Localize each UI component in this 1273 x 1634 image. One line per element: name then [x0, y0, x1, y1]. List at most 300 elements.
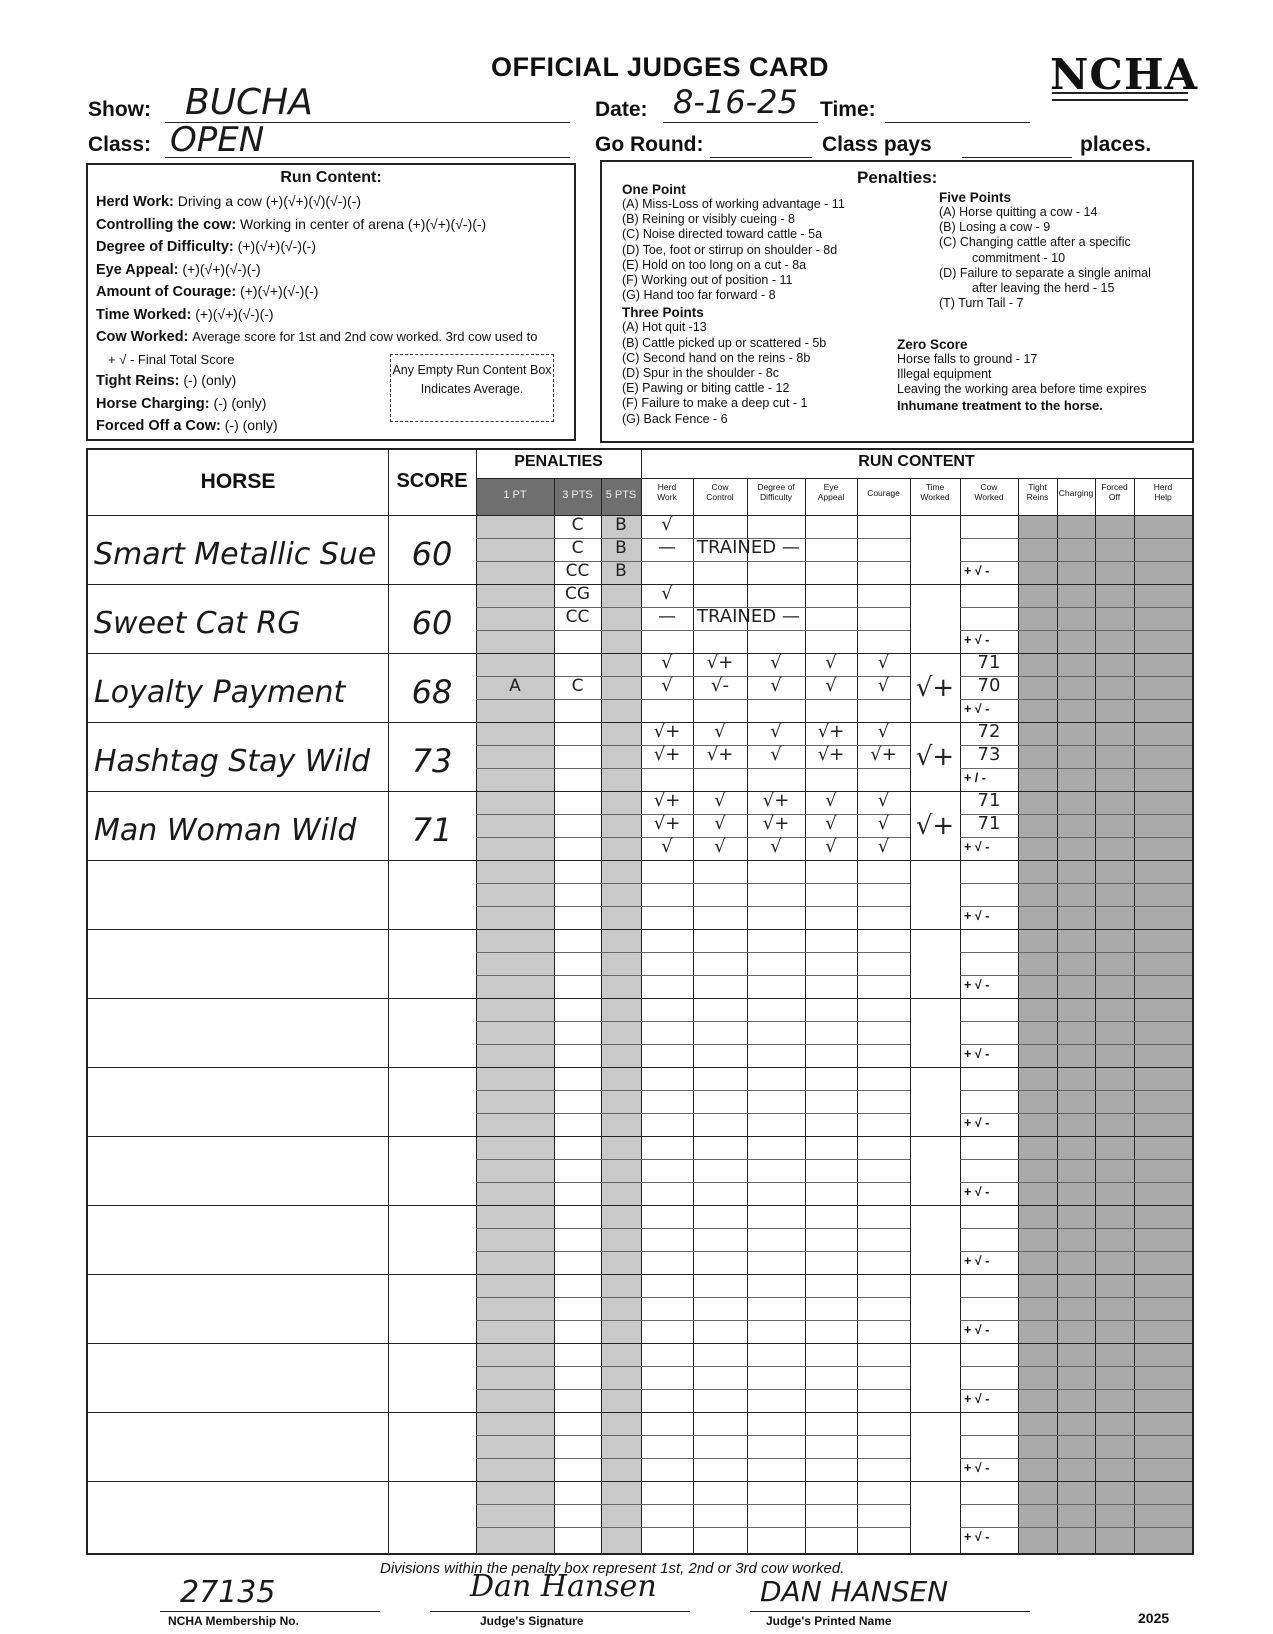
- cow-worked-score[interactable]: [960, 536, 1018, 559]
- run-content-mark[interactable]: √: [825, 813, 837, 834]
- penalty-mark[interactable]: [476, 629, 554, 652]
- run-content-mark[interactable]: [693, 1134, 747, 1157]
- run-content-mark[interactable]: √: [714, 813, 726, 834]
- penalty-mark[interactable]: [601, 606, 641, 629]
- cow-worked-score[interactable]: [960, 1157, 1018, 1180]
- run-content-mark[interactable]: TRAINED —: [697, 606, 800, 627]
- run-content-mark[interactable]: √: [714, 836, 726, 857]
- run-content-mark[interactable]: [857, 766, 910, 789]
- penalty-mark[interactable]: CC: [565, 607, 590, 627]
- run-content-mark[interactable]: [747, 973, 805, 996]
- penalty-mark[interactable]: [554, 813, 601, 836]
- class-pays-field[interactable]: [962, 125, 1072, 158]
- penalty-mark[interactable]: [601, 1411, 641, 1434]
- penalty-mark[interactable]: [476, 1457, 554, 1480]
- run-content-mark[interactable]: [805, 559, 857, 582]
- run-content-mark[interactable]: [693, 1065, 747, 1088]
- run-content-mark[interactable]: [857, 858, 910, 881]
- penalty-mark[interactable]: [601, 583, 641, 606]
- cow-worked-score[interactable]: [960, 927, 1018, 950]
- run-content-mark[interactable]: [805, 973, 857, 996]
- run-content-mark[interactable]: [693, 513, 747, 536]
- run-content-mark[interactable]: [693, 1203, 747, 1226]
- run-content-mark[interactable]: √+: [817, 721, 845, 742]
- run-content-mark[interactable]: √: [661, 514, 673, 535]
- plus-check-minus[interactable]: + √ -: [964, 564, 990, 578]
- run-content-mark[interactable]: [641, 1364, 693, 1387]
- run-content-mark[interactable]: [747, 927, 805, 950]
- penalty-mark[interactable]: [476, 1365, 554, 1388]
- run-content-mark[interactable]: [805, 697, 857, 720]
- cow-worked-score[interactable]: [960, 1410, 1018, 1433]
- run-content-mark[interactable]: √: [661, 652, 673, 673]
- score-value[interactable]: 71: [411, 811, 453, 849]
- run-content-mark[interactable]: [693, 1111, 747, 1134]
- penalty-mark[interactable]: [601, 721, 641, 744]
- penalty-mark[interactable]: [476, 514, 554, 537]
- penalty-mark[interactable]: [476, 1503, 554, 1526]
- plus-check-minus[interactable]: + √ -: [964, 633, 990, 647]
- run-content-mark[interactable]: [747, 1318, 805, 1341]
- penalty-mark[interactable]: [476, 1158, 554, 1181]
- run-content-mark[interactable]: [747, 605, 805, 628]
- penalty-mark[interactable]: [476, 1043, 554, 1066]
- run-content-mark[interactable]: [641, 1479, 693, 1502]
- run-content-mark[interactable]: [641, 1157, 693, 1180]
- run-content-mark[interactable]: [805, 1341, 857, 1364]
- penalty-mark[interactable]: [476, 1526, 554, 1549]
- plus-check-minus[interactable]: + √ -: [964, 840, 990, 854]
- penalty-mark[interactable]: [476, 606, 554, 629]
- plus-check-minus[interactable]: + √ -: [964, 1047, 990, 1061]
- penalty-mark[interactable]: [601, 1066, 641, 1089]
- run-content-mark[interactable]: [641, 1249, 693, 1272]
- run-content-mark[interactable]: [747, 1433, 805, 1456]
- run-content-mark[interactable]: [805, 1410, 857, 1433]
- run-content-mark[interactable]: [693, 1088, 747, 1111]
- run-content-mark[interactable]: √: [877, 836, 890, 857]
- penalty-mark[interactable]: [476, 1066, 554, 1089]
- run-content-mark[interactable]: [693, 582, 747, 605]
- run-content-mark[interactable]: [693, 766, 747, 789]
- run-content-mark[interactable]: [747, 513, 805, 536]
- run-content-mark[interactable]: TRAINED —: [697, 537, 800, 558]
- penalty-mark[interactable]: [601, 1480, 641, 1503]
- cow-worked-score[interactable]: [960, 605, 1018, 628]
- penalty-mark[interactable]: [554, 1503, 601, 1526]
- run-content-mark[interactable]: √: [770, 744, 782, 765]
- penalty-mark[interactable]: [554, 1043, 601, 1066]
- date-field[interactable]: [663, 83, 818, 123]
- penalty-mark[interactable]: [476, 721, 554, 744]
- run-content-mark[interactable]: [805, 536, 857, 559]
- time-worked-mark[interactable]: √+: [915, 673, 955, 703]
- penalty-mark[interactable]: [601, 767, 641, 790]
- run-content-mark[interactable]: [857, 996, 910, 1019]
- penalty-mark[interactable]: [601, 1434, 641, 1457]
- cow-worked-score[interactable]: [960, 1019, 1018, 1042]
- penalty-mark[interactable]: [601, 1112, 641, 1135]
- horse-name[interactable]: Smart Metallic Sue: [94, 537, 377, 572]
- run-content-mark[interactable]: [857, 1157, 910, 1180]
- run-content-mark[interactable]: √+: [653, 813, 681, 834]
- run-content-mark[interactable]: [641, 1318, 693, 1341]
- penalty-mark[interactable]: [476, 1112, 554, 1135]
- penalty-mark[interactable]: [554, 652, 601, 675]
- run-content-mark[interactable]: [805, 1088, 857, 1111]
- run-content-mark[interactable]: [693, 1387, 747, 1410]
- cow-worked-score[interactable]: [960, 1295, 1018, 1318]
- penalty-mark[interactable]: [601, 1089, 641, 1112]
- run-content-mark[interactable]: [857, 1019, 910, 1042]
- run-content-mark[interactable]: [857, 605, 910, 628]
- penalty-mark[interactable]: [601, 1388, 641, 1411]
- run-content-mark[interactable]: [641, 628, 693, 651]
- run-content-mark[interactable]: [805, 582, 857, 605]
- run-content-mark[interactable]: [857, 628, 910, 651]
- penalty-mark[interactable]: A: [509, 676, 521, 696]
- cow-worked-score[interactable]: [960, 1364, 1018, 1387]
- run-content-mark[interactable]: [857, 1134, 910, 1157]
- run-content-mark[interactable]: [857, 1065, 910, 1088]
- run-content-mark[interactable]: —: [658, 606, 676, 627]
- run-content-mark[interactable]: √: [661, 836, 673, 857]
- run-content-mark[interactable]: [641, 1272, 693, 1295]
- run-content-mark[interactable]: [641, 766, 693, 789]
- run-content-mark[interactable]: √: [877, 675, 890, 696]
- run-content-mark[interactable]: [693, 950, 747, 973]
- run-content-mark[interactable]: [805, 1111, 857, 1134]
- penalty-mark[interactable]: [601, 882, 641, 905]
- penalty-mark[interactable]: [476, 652, 554, 675]
- penalty-mark[interactable]: [476, 997, 554, 1020]
- run-content-mark[interactable]: [693, 1249, 747, 1272]
- penalty-mark[interactable]: [554, 836, 601, 859]
- run-content-mark[interactable]: [641, 996, 693, 1019]
- run-content-mark[interactable]: [747, 536, 805, 559]
- penalty-mark[interactable]: [601, 1319, 641, 1342]
- run-content-mark[interactable]: [693, 904, 747, 927]
- penalty-mark[interactable]: [601, 928, 641, 951]
- cow-worked-score[interactable]: [960, 1226, 1018, 1249]
- penalty-mark[interactable]: [554, 1181, 601, 1204]
- run-content-mark[interactable]: [857, 881, 910, 904]
- penalty-mark[interactable]: [476, 698, 554, 721]
- run-content-mark[interactable]: [641, 1111, 693, 1134]
- run-content-mark[interactable]: [857, 1456, 910, 1479]
- run-content-mark[interactable]: [693, 858, 747, 881]
- cow-worked-score[interactable]: 70: [977, 675, 1001, 696]
- penalty-mark[interactable]: [554, 1411, 601, 1434]
- plus-check-minus[interactable]: + √ -: [964, 909, 990, 923]
- run-content-mark[interactable]: [747, 1226, 805, 1249]
- penalty-mark[interactable]: [476, 882, 554, 905]
- run-content-mark[interactable]: [857, 1502, 910, 1525]
- penalty-mark[interactable]: [554, 629, 601, 652]
- plus-check-minus[interactable]: + √ -: [964, 702, 990, 716]
- run-content-mark[interactable]: [641, 1019, 693, 1042]
- run-content-mark[interactable]: [693, 1341, 747, 1364]
- penalty-mark[interactable]: [601, 744, 641, 767]
- cow-worked-score[interactable]: [960, 513, 1018, 536]
- run-content-mark[interactable]: [693, 1318, 747, 1341]
- run-content-mark[interactable]: [747, 1134, 805, 1157]
- run-content-mark[interactable]: [857, 1479, 910, 1502]
- penalty-mark[interactable]: [476, 1434, 554, 1457]
- run-content-mark[interactable]: [805, 1065, 857, 1088]
- run-content-mark[interactable]: √: [714, 721, 726, 742]
- run-content-mark[interactable]: [805, 1226, 857, 1249]
- penalty-mark[interactable]: [601, 1503, 641, 1526]
- penalty-mark[interactable]: [476, 1181, 554, 1204]
- run-content-mark[interactable]: √: [825, 652, 837, 673]
- run-content-mark[interactable]: [805, 1433, 857, 1456]
- penalty-mark[interactable]: [601, 813, 641, 836]
- cow-worked-score[interactable]: [960, 1341, 1018, 1364]
- run-content-mark[interactable]: [857, 1525, 910, 1548]
- penalty-mark[interactable]: [601, 652, 641, 675]
- run-content-mark[interactable]: [641, 1387, 693, 1410]
- penalty-mark[interactable]: [601, 1020, 641, 1043]
- penalty-mark[interactable]: [554, 1296, 601, 1319]
- run-content-mark[interactable]: [857, 950, 910, 973]
- run-content-mark[interactable]: [693, 1433, 747, 1456]
- run-content-mark[interactable]: [805, 1456, 857, 1479]
- horse-name[interactable]: Sweet Cat RG: [94, 606, 301, 641]
- run-content-mark[interactable]: [857, 1272, 910, 1295]
- penalty-mark[interactable]: [554, 1526, 601, 1549]
- run-content-mark[interactable]: [805, 996, 857, 1019]
- run-content-mark[interactable]: [747, 1295, 805, 1318]
- signature-field[interactable]: [430, 1569, 690, 1612]
- penalty-mark[interactable]: [601, 1457, 641, 1480]
- run-content-mark[interactable]: [805, 1019, 857, 1042]
- run-content-mark[interactable]: [857, 1318, 910, 1341]
- run-content-mark[interactable]: [805, 1387, 857, 1410]
- penalty-mark[interactable]: [476, 744, 554, 767]
- run-content-mark[interactable]: [747, 1272, 805, 1295]
- run-content-mark[interactable]: [805, 1364, 857, 1387]
- run-content-mark[interactable]: [857, 1180, 910, 1203]
- penalty-mark[interactable]: [554, 1158, 601, 1181]
- run-content-mark[interactable]: [857, 513, 910, 536]
- run-content-mark[interactable]: [747, 766, 805, 789]
- penalty-mark[interactable]: [476, 1227, 554, 1250]
- run-content-mark[interactable]: √: [877, 790, 890, 811]
- horse-name[interactable]: Man Woman Wild: [94, 813, 357, 848]
- cow-worked-score[interactable]: [960, 1134, 1018, 1157]
- run-content-mark[interactable]: [641, 927, 693, 950]
- penalty-mark[interactable]: [601, 1227, 641, 1250]
- penalty-mark[interactable]: [554, 1434, 601, 1457]
- penalty-mark[interactable]: [476, 951, 554, 974]
- run-content-mark[interactable]: [641, 1042, 693, 1065]
- run-content-mark[interactable]: √+: [653, 790, 681, 811]
- run-content-mark[interactable]: [747, 1065, 805, 1088]
- penalty-mark[interactable]: [554, 1457, 601, 1480]
- penalty-mark[interactable]: [601, 1526, 641, 1549]
- run-content-mark[interactable]: [641, 881, 693, 904]
- cow-worked-score[interactable]: 71: [977, 813, 1001, 834]
- cow-worked-score[interactable]: [960, 1502, 1018, 1525]
- run-content-mark[interactable]: [693, 697, 747, 720]
- run-content-mark[interactable]: [693, 1226, 747, 1249]
- cow-worked-score[interactable]: 73: [977, 744, 1001, 765]
- run-content-mark[interactable]: [747, 582, 805, 605]
- run-content-mark[interactable]: [641, 950, 693, 973]
- plus-check-minus[interactable]: + √ -: [964, 1461, 990, 1475]
- run-content-mark[interactable]: [857, 1042, 910, 1065]
- run-content-mark[interactable]: [693, 1410, 747, 1433]
- run-content-mark[interactable]: [641, 697, 693, 720]
- run-content-mark[interactable]: √: [877, 721, 890, 742]
- penalty-mark[interactable]: [476, 836, 554, 859]
- penalty-mark[interactable]: [476, 974, 554, 997]
- penalty-mark[interactable]: [476, 1342, 554, 1365]
- penalty-mark[interactable]: [554, 1388, 601, 1411]
- run-content-mark[interactable]: [805, 1203, 857, 1226]
- penalty-mark[interactable]: [476, 790, 554, 813]
- printed-name-field[interactable]: [750, 1575, 1030, 1612]
- run-content-mark[interactable]: [747, 1341, 805, 1364]
- run-content-mark[interactable]: [693, 1364, 747, 1387]
- penalty-mark[interactable]: CG: [564, 584, 591, 604]
- run-content-mark[interactable]: [641, 1134, 693, 1157]
- penalty-mark[interactable]: [554, 1204, 601, 1227]
- run-content-mark[interactable]: [857, 1433, 910, 1456]
- cow-worked-score[interactable]: 71: [977, 652, 1001, 673]
- run-content-mark[interactable]: [693, 1157, 747, 1180]
- run-content-mark[interactable]: [747, 1019, 805, 1042]
- run-content-mark[interactable]: [805, 605, 857, 628]
- run-content-mark[interactable]: √: [825, 790, 837, 811]
- plus-check-minus[interactable]: + √ -: [964, 1185, 990, 1199]
- run-content-mark[interactable]: √+: [762, 813, 790, 834]
- run-content-mark[interactable]: [693, 1502, 747, 1525]
- run-content-mark[interactable]: √+: [653, 744, 681, 765]
- penalty-mark[interactable]: [476, 859, 554, 882]
- run-content-mark[interactable]: √+: [706, 744, 734, 765]
- penalty-mark[interactable]: C: [571, 538, 584, 558]
- run-content-mark[interactable]: [747, 1479, 805, 1502]
- penalty-mark[interactable]: [554, 1250, 601, 1273]
- score-value[interactable]: 68: [411, 673, 453, 711]
- run-content-mark[interactable]: [857, 973, 910, 996]
- run-content-mark[interactable]: [693, 559, 747, 582]
- time-worked-mark[interactable]: √+: [915, 742, 955, 772]
- penalty-mark[interactable]: [601, 859, 641, 882]
- penalty-mark[interactable]: [554, 1365, 601, 1388]
- run-content-mark[interactable]: √: [661, 583, 673, 604]
- plus-check-minus[interactable]: + √ -: [964, 1254, 990, 1268]
- penalty-mark[interactable]: [476, 905, 554, 928]
- penalty-mark[interactable]: [554, 928, 601, 951]
- time-worked-mark[interactable]: √+: [915, 811, 955, 841]
- plus-check-minus[interactable]: + √ -: [964, 1323, 990, 1337]
- run-content-mark[interactable]: [857, 1111, 910, 1134]
- run-content-mark[interactable]: [857, 1203, 910, 1226]
- run-content-mark[interactable]: [805, 1318, 857, 1341]
- penalty-mark[interactable]: [601, 1158, 641, 1181]
- penalty-mark[interactable]: C: [571, 515, 584, 535]
- penalty-mark[interactable]: [601, 905, 641, 928]
- penalty-mark[interactable]: CC: [565, 561, 590, 581]
- run-content-mark[interactable]: √: [770, 652, 782, 673]
- run-content-mark[interactable]: [857, 1226, 910, 1249]
- run-content-mark[interactable]: [805, 1042, 857, 1065]
- run-content-mark[interactable]: [693, 1525, 747, 1548]
- penalty-mark[interactable]: B: [615, 561, 627, 581]
- run-content-mark[interactable]: [693, 1295, 747, 1318]
- penalty-mark[interactable]: [476, 1089, 554, 1112]
- run-content-mark[interactable]: [641, 1410, 693, 1433]
- run-content-mark[interactable]: [857, 1387, 910, 1410]
- run-content-mark[interactable]: [641, 1456, 693, 1479]
- penalty-mark[interactable]: [476, 1250, 554, 1273]
- penalty-mark[interactable]: [554, 859, 601, 882]
- penalty-mark[interactable]: [554, 905, 601, 928]
- run-content-mark[interactable]: [641, 1203, 693, 1226]
- run-content-mark[interactable]: [857, 1249, 910, 1272]
- penalty-mark[interactable]: [601, 1273, 641, 1296]
- penalty-mark[interactable]: [601, 1135, 641, 1158]
- penalty-mark[interactable]: [476, 560, 554, 583]
- penalty-mark[interactable]: [554, 951, 601, 974]
- penalty-mark[interactable]: [476, 1319, 554, 1342]
- cow-worked-score[interactable]: [960, 1088, 1018, 1111]
- horse-name[interactable]: Hashtag Stay Wild: [94, 744, 371, 779]
- time-field[interactable]: [885, 88, 1030, 123]
- penalty-mark[interactable]: [554, 882, 601, 905]
- run-content-mark[interactable]: √+: [653, 721, 681, 742]
- cow-worked-score[interactable]: [960, 950, 1018, 973]
- run-content-mark[interactable]: √+: [706, 652, 734, 673]
- run-content-mark[interactable]: [693, 628, 747, 651]
- score-value[interactable]: 73: [411, 742, 453, 780]
- penalty-mark[interactable]: [476, 928, 554, 951]
- run-content-mark[interactable]: [805, 1525, 857, 1548]
- run-content-mark[interactable]: [805, 858, 857, 881]
- run-content-mark[interactable]: [693, 927, 747, 950]
- run-content-mark[interactable]: [747, 1203, 805, 1226]
- penalty-mark[interactable]: [601, 675, 641, 698]
- run-content-mark[interactable]: √: [877, 813, 890, 834]
- membership-field[interactable]: [160, 1575, 380, 1612]
- go-round-field[interactable]: [710, 125, 812, 158]
- cow-worked-score[interactable]: [960, 1479, 1018, 1502]
- run-content-mark[interactable]: [747, 1364, 805, 1387]
- run-content-mark[interactable]: [693, 1042, 747, 1065]
- run-content-mark[interactable]: [857, 1341, 910, 1364]
- penalty-mark[interactable]: [601, 1043, 641, 1066]
- run-content-mark[interactable]: [641, 904, 693, 927]
- penalty-mark[interactable]: [476, 1020, 554, 1043]
- run-content-mark[interactable]: [747, 1525, 805, 1548]
- run-content-mark[interactable]: [857, 697, 910, 720]
- run-content-mark[interactable]: [693, 1479, 747, 1502]
- penalty-mark[interactable]: [554, 1112, 601, 1135]
- run-content-mark[interactable]: [747, 628, 805, 651]
- penalty-mark[interactable]: [601, 1365, 641, 1388]
- penalty-mark[interactable]: [601, 629, 641, 652]
- penalty-mark[interactable]: [476, 767, 554, 790]
- run-content-mark[interactable]: √+: [762, 790, 790, 811]
- run-content-mark[interactable]: [805, 1249, 857, 1272]
- penalty-mark[interactable]: [601, 997, 641, 1020]
- penalty-mark[interactable]: [601, 1342, 641, 1365]
- run-content-mark[interactable]: [805, 1272, 857, 1295]
- run-content-mark[interactable]: [641, 1341, 693, 1364]
